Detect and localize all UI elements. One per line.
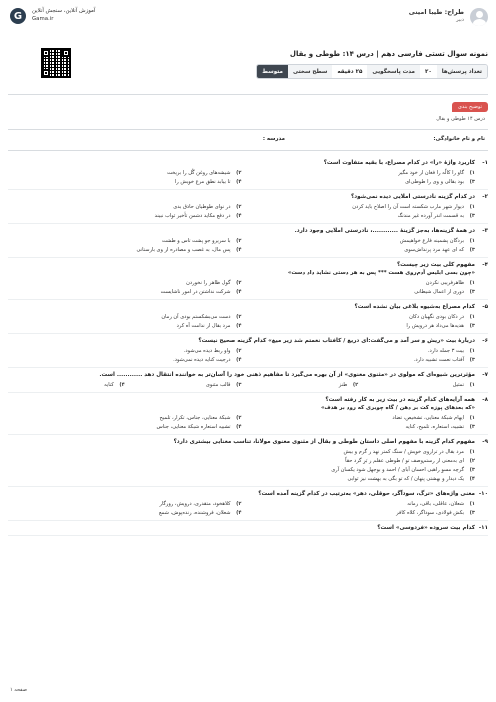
question-item (8, 435, 488, 487)
answer-options (8, 347, 488, 364)
answer-options (8, 448, 488, 483)
author-role: دبیر (456, 17, 464, 23)
difficulty-label: سطح سختی (288, 65, 332, 78)
answer-option[interactable] (242, 237, 476, 245)
option-text: تشبیه استعاره شبکهٔ معنایی، جناس (156, 424, 231, 430)
question-item (8, 487, 488, 521)
option-text: شیشه‌های روغن گُل را بریخت (167, 170, 231, 176)
question-text: معنی واژه‌های «ترگ، سودآگر، حوقلی، دهر» به‌ترتیب در کدام گزینه آمده است؟ (258, 491, 475, 497)
option-number: ۲) (236, 238, 242, 244)
question-list (8, 156, 488, 536)
answer-option[interactable] (8, 457, 475, 465)
option-text: که ای عهد مرد پرنداش‌سوی (404, 247, 464, 253)
brand-logo: G (10, 8, 26, 24)
question-item (8, 368, 488, 393)
answer-option[interactable] (242, 246, 476, 254)
option-number: ۴) (119, 382, 125, 388)
option-number: ۳) (469, 357, 475, 363)
option-number: ۴) (236, 357, 242, 363)
answer-option[interactable] (8, 509, 242, 517)
question-stem (8, 193, 488, 201)
student-name-label: نام و نام خانوادگی: (433, 136, 485, 142)
option-number: ۳) (469, 510, 475, 516)
option-text: واو ربط دیده می‌شود. (183, 348, 231, 354)
answer-option[interactable] (242, 500, 476, 508)
answer-option[interactable] (8, 500, 242, 508)
option-text: درجیت کنایه دیده نمی‌شود. (173, 357, 231, 363)
answer-option[interactable] (242, 381, 359, 389)
answer-option[interactable] (242, 203, 476, 211)
option-number: ۱) (469, 204, 475, 210)
question-stem (8, 438, 488, 446)
question-stem (8, 261, 488, 269)
question-number: ۷- (482, 372, 488, 378)
option-text: گاو را کالّه را فغان از خود مگیر (398, 170, 464, 176)
question-item (8, 258, 488, 300)
option-number: ۳) (469, 289, 475, 295)
author-text (409, 8, 464, 23)
answer-options (8, 500, 488, 517)
answer-option[interactable] (125, 381, 242, 389)
option-text: تا بیابد نطق مرغ خویش را (174, 179, 231, 185)
question-number: ۱- (482, 160, 488, 166)
option-text: دوری از اعمال شیطانی (414, 289, 464, 295)
option-text: شعلان، فروشنده، زنده‌پوش، شمع (158, 510, 231, 516)
answer-option[interactable] (8, 178, 242, 186)
answer-option[interactable] (8, 203, 242, 211)
avatar (470, 8, 488, 26)
question-number: ۱۰- (478, 491, 488, 497)
time-value: ۲۵ دقیقه (332, 65, 367, 78)
option-number: ۳) (469, 467, 475, 473)
exam-title: نمونه سوال تستی فارسی دهم | درس ۱۴: طوطی و بقال (289, 50, 488, 58)
option-text: شرکت نداشتن در امور ناشایست (160, 289, 231, 295)
option-text: طنز (338, 382, 348, 388)
answer-option[interactable] (8, 356, 242, 364)
answer-option[interactable] (242, 423, 476, 431)
answer-option[interactable] (8, 212, 242, 220)
question-verse: «چون بسی ابلیس آدم‌روی هست *** پس به هر دستی نشاید داد دست» (287, 270, 475, 276)
option-number: ۱) (469, 280, 475, 286)
option-number: ۲) (236, 314, 242, 320)
option-text: بود بقالی و وی را طوطی‌ای (405, 179, 464, 185)
question-item (8, 224, 488, 258)
question-stem (8, 303, 488, 311)
divider (8, 150, 488, 151)
page-header (8, 6, 488, 50)
option-number: ۳) (469, 213, 475, 219)
option-text: گرچه مسوِ راهبی احسان آبای / احمد و بوجهل شود یکسان آری (331, 467, 464, 473)
question-stem (8, 371, 488, 379)
question-text: مؤثرترین شیوه‌ای که مولوی در «مثنوی معنوی» از آن بهره می‌گیرد تا مفاهیم ذهنی خود را آسان‌تر به خواننده انتقال دهد ............ است. (99, 372, 475, 378)
option-number: ۱) (469, 238, 475, 244)
option-number: ۱) (469, 348, 475, 354)
question-item (8, 190, 488, 224)
option-number: ۱) (469, 314, 475, 320)
answer-option[interactable] (242, 288, 476, 296)
option-number: ۴) (236, 247, 242, 253)
answer-option[interactable] (8, 347, 242, 355)
question-number: ۶- (482, 338, 488, 344)
option-text: ای به‌معنی از رستم‌وصف تو / طوطی عقلم ز بَرِ گرد حقاً (345, 458, 464, 464)
answer-option[interactable] (242, 322, 476, 330)
question-number: ۲- (482, 194, 488, 200)
question-text: در همهٔ گزینه‌ها، به‌جز گزینهٔ ............، نادرستی املایی وجود دارد. (294, 228, 475, 234)
question-text: کاربرد واژهٔ «را» در کدام مصراع، با بقیه متفاوت است؟ (323, 160, 475, 166)
answer-option[interactable] (8, 448, 475, 456)
answer-option[interactable] (242, 509, 476, 517)
author-name: طراح: طیبا امینی (408, 8, 464, 16)
option-number: ۳) (236, 382, 242, 388)
question-number: ۱۱- (478, 525, 488, 531)
answer-option[interactable] (8, 423, 242, 431)
answer-option[interactable] (8, 466, 475, 474)
option-number: ۴) (236, 424, 242, 430)
exam-page (8, 6, 488, 696)
option-text: یک دیدار و بهشتی پنهان / که تو بگی به بهشت نیز ثوابی (347, 476, 464, 482)
answer-options (8, 313, 488, 330)
option-number: ۲) (236, 204, 242, 210)
option-text: در دکان بودی نگهبان دکان (409, 314, 464, 320)
question-stem (8, 227, 488, 235)
option-text: بردگان پشمینه فارغ خواهیمش (399, 238, 464, 244)
question-number: ۴- (482, 262, 488, 268)
question-number: ۸- (482, 397, 488, 403)
option-number: ۴) (236, 179, 242, 185)
question-number: ۹- (482, 439, 488, 445)
option-number: ۲) (236, 348, 242, 354)
option-number: ۲) (236, 415, 242, 421)
option-number: ۲) (236, 501, 242, 507)
brand-tagline: آموزش آنلاین، سنجش آنلاین (32, 8, 96, 14)
question-number: ۵- (482, 304, 488, 310)
answer-option[interactable] (8, 288, 242, 296)
section-badge: توضیح بندی (452, 102, 488, 112)
question-count-value: ۲۰ (420, 65, 437, 78)
divider (8, 94, 488, 95)
answer-option[interactable] (8, 313, 242, 321)
answer-option[interactable] (8, 169, 242, 177)
option-text: تمثیل (452, 382, 464, 388)
answer-options (8, 169, 488, 186)
option-text: بکش فولادی، سوداگر، کلاه کافر (396, 510, 464, 516)
option-text: آفتاب نعمت تشبیه دارد. (413, 357, 464, 363)
question-text: مفهوم کدام گزینه با مفهوم اصلی داستان طوطی و بقال از مثنوی معنوی مولانا، تناسب معنایی بیشتری دارد؟ (173, 439, 475, 445)
answer-option[interactable] (242, 178, 476, 186)
option-number: ۲) (469, 458, 475, 464)
option-text: دیوار شهر مارب شکسته است آن را اصلاح باید کردن (352, 204, 464, 210)
option-text: دست می‌بشکستم بودی آن زمان (161, 314, 231, 320)
option-number: ۴) (236, 510, 242, 516)
question-stem (8, 524, 488, 532)
answer-option[interactable] (242, 347, 476, 355)
option-text: گول ظاهر را نخوردن (186, 280, 231, 286)
option-number: ۳) (469, 424, 475, 430)
answer-options (8, 237, 488, 254)
question-verse: «که بعدهای پوزه کت بر دهن / گاه چوبری که رود بر هدف» (320, 405, 475, 411)
question-text: کدام مصراع به‌شیوه بلاغی بیان نشده است؟ (354, 304, 475, 310)
option-number: ۳) (469, 323, 475, 329)
option-number: ۳) (469, 179, 475, 185)
option-number: ۴) (236, 289, 242, 295)
author-block (409, 8, 488, 26)
question-number: ۳- (482, 228, 488, 234)
brand-text (32, 8, 95, 22)
answer-options (8, 203, 488, 220)
question-text: مفهوم کلی بیت زیر چیست؟ (396, 262, 475, 268)
question-text: در کدام گزینه نادرستی املایی دیده نمی‌شود؟ (350, 194, 475, 200)
answer-option[interactable] (242, 169, 476, 177)
answer-option[interactable] (242, 313, 476, 321)
question-stem (8, 396, 488, 404)
answer-option[interactable] (8, 322, 242, 330)
brand-block (10, 8, 95, 24)
answer-option[interactable] (8, 475, 475, 483)
answer-option[interactable] (242, 414, 476, 422)
question-item (8, 300, 488, 334)
answer-option[interactable] (8, 279, 242, 287)
option-text: تشبیه، استعاره، تلمیح، کنایه (405, 424, 464, 430)
option-number: ۱) (469, 449, 475, 455)
answer-option[interactable] (358, 381, 475, 389)
answer-options (8, 414, 488, 431)
option-number: ۴) (469, 476, 475, 482)
question-stem (8, 159, 488, 167)
option-number: ۱) (469, 415, 475, 421)
question-item (8, 521, 488, 536)
question-count-label: تعداد پرسش‌ها (437, 65, 487, 78)
option-number: ۱) (469, 170, 475, 176)
option-text: شبکهٔ معنایی، جناس، تکرار، تلمیح (159, 415, 231, 421)
answer-option[interactable] (8, 381, 125, 389)
option-text: در نوای طوطیان حاذق بدی (173, 204, 231, 210)
option-text: مرد بقال از ندامت آه کرد (176, 323, 231, 329)
answer-option[interactable] (8, 414, 242, 422)
option-text: کلاهخود، متقدری، درویش، روزگار (159, 501, 231, 507)
option-text: کنایه (104, 382, 114, 388)
question-stem (8, 337, 488, 345)
option-text: به قسمت اندر آورده غیر مندنگ (397, 213, 464, 219)
option-number: ۳) (469, 247, 475, 253)
option-number: ۲) (236, 280, 242, 286)
school-label: مدرسه : (262, 136, 285, 142)
answer-options (8, 381, 488, 389)
option-text: ایهام شبکهٔ معنایی، تشخیص، تضاد (392, 415, 464, 421)
option-text: پس مال، به غصب و مصادره از وی بازستانی (136, 247, 231, 253)
answer-option[interactable] (242, 279, 476, 287)
option-number: ۱) (469, 382, 475, 388)
option-text: با سریرو جو پشت تاس و طشت (162, 238, 231, 244)
answer-option[interactable] (242, 356, 476, 364)
question-item (8, 156, 488, 190)
answer-options (8, 279, 488, 296)
question-stem (8, 490, 488, 498)
option-text: مرد بقال در ترازوی خویش / سنگ کمتر نهد ز گرم و بیش (343, 449, 464, 455)
question-item (8, 334, 488, 368)
option-text: ظاهرفریبی نکردن (425, 280, 464, 286)
option-text: بیت ۳ جمله دارد. (427, 348, 464, 354)
page-number: صفحه ۱ (10, 687, 27, 693)
answer-option[interactable] (242, 212, 476, 220)
divider (8, 129, 488, 130)
option-number: ۴) (236, 323, 242, 329)
brand-site: Gama.ir (32, 16, 54, 22)
qr-code-image (41, 48, 71, 78)
difficulty-value: متوسط (257, 65, 288, 78)
student-info-row (8, 136, 485, 146)
option-number: ۲) (352, 382, 359, 388)
question-text: کدام بیت سروده «فردوسی» است؟ (377, 525, 475, 531)
answer-option[interactable] (8, 237, 242, 245)
answer-option[interactable] (8, 246, 242, 254)
option-number: ۲) (236, 170, 242, 176)
option-text: در دفع مکاید دشمن تأخیر ثواب نبیند (154, 213, 231, 219)
option-number: ۴) (236, 213, 242, 219)
question-text: همه آرایه‌های کدام گزینه در بیت زیر به کار رفته است؟ (325, 397, 475, 403)
question-text: دربارهٔ بیت «ریش و سر آمد و می‌گفت:ای دریغ / کافتاب نعمتم شد زیر میغ» کدام گزینه صحیح نیست؟ (198, 338, 475, 344)
question-item (8, 393, 488, 435)
exam-meta-bar (256, 64, 488, 79)
topic-line: درس ۱۴ طوطی و بقال (436, 116, 485, 122)
option-text: قالب مثنوی (205, 382, 231, 388)
option-text: هدیه‌ها می‌داد هر درویش را (406, 323, 464, 329)
time-label: مدت پاسخگویی (367, 65, 420, 78)
option-number: ۱) (469, 501, 475, 507)
option-text: شعلان، عاقلی، باقی، زمانه (407, 501, 464, 507)
